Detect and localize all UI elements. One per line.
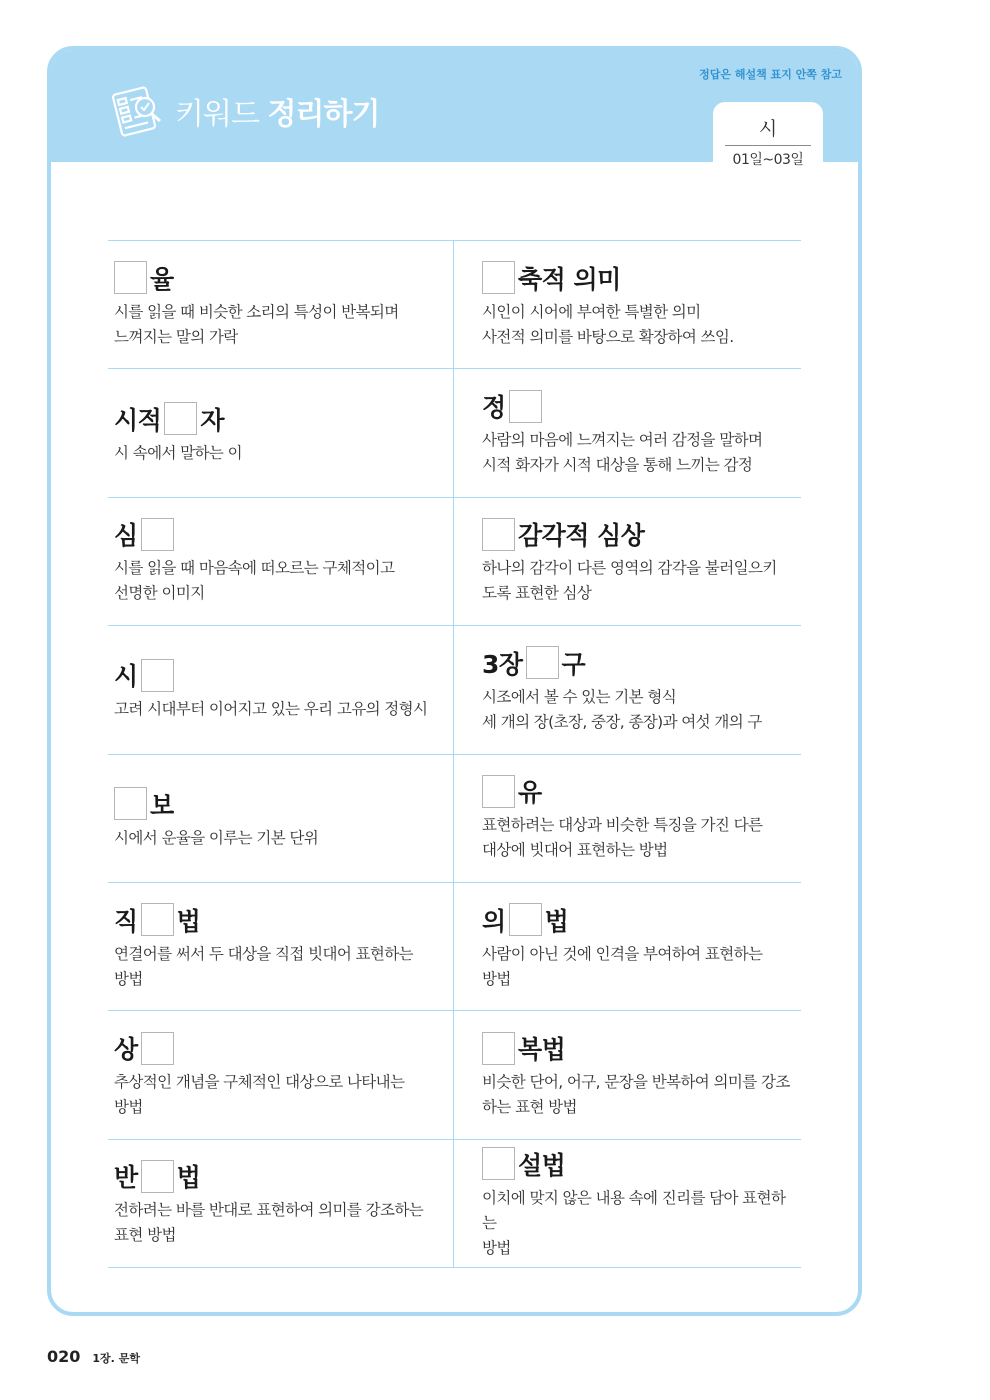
keyword-description: [482, 1070, 795, 1120]
keyword-cell: [454, 1011, 801, 1139]
keyword-cell: [454, 498, 801, 626]
keyword-description: [114, 556, 447, 606]
answer-blank-box[interactable]: [482, 775, 515, 808]
term-prefix: 시: [114, 662, 138, 692]
answer-blank-box[interactable]: [482, 518, 515, 551]
answer-blank-box[interactable]: [509, 390, 542, 423]
keyword-term: [482, 260, 795, 296]
title-light: 키워드: [175, 97, 259, 132]
keyword-cell: [108, 241, 454, 369]
description-line: 세 개의 장(초장, 중장, 종장)과 여섯 개의 구: [482, 712, 762, 731]
description-line: 비슷한 단어, 어구, 문장을 반복하여 의미를 강조: [482, 1073, 790, 1092]
keyword-description: [114, 1198, 447, 1248]
answer-blank-box[interactable]: [141, 1160, 174, 1193]
description-line: 시 속에서 말하는 이: [114, 443, 242, 462]
answer-blank-box[interactable]: [141, 903, 174, 936]
term-prefix: 의: [482, 906, 506, 936]
keyword-term: [114, 786, 447, 822]
term-prefix: 직: [114, 906, 138, 936]
term-suffix: 설법: [518, 1150, 566, 1180]
title-bold: 정리하기: [267, 97, 380, 132]
term-prefix: 반: [114, 1163, 138, 1193]
chapter-label: 1장. 문학: [92, 1352, 140, 1365]
subject-tab: [713, 102, 823, 168]
keyword-term: [114, 401, 447, 437]
description-line: 하나의 감각이 다른 영역의 감각을 불러일으키: [482, 559, 777, 578]
description-line: 선명한 이미지: [114, 584, 205, 603]
keyword-cell: [108, 626, 454, 754]
keyword-term: [482, 516, 795, 552]
title-text: [175, 89, 379, 133]
keyword-description: [114, 942, 447, 992]
term-suffix: 법: [176, 1163, 201, 1193]
term-suffix: 보: [150, 790, 174, 820]
page-title: [105, 80, 379, 142]
keyword-cell: [108, 498, 454, 626]
description-line: 표현 방법: [114, 1226, 176, 1245]
term-suffix: 유: [518, 778, 542, 808]
keyword-term: [114, 902, 447, 938]
term-suffix: 법: [176, 906, 201, 936]
term-prefix: 심: [114, 521, 138, 551]
term-suffix: 구: [561, 649, 586, 679]
term-suffix: 율: [150, 264, 174, 294]
term-suffix: 법: [544, 906, 569, 936]
description-line: 방법: [114, 1098, 143, 1117]
keyword-description: [482, 428, 795, 478]
answer-blank-box[interactable]: [482, 261, 515, 294]
description-line: 이치에 맞지 않은 내용 속에 진리를 담아 표현하는: [482, 1188, 786, 1232]
keyword-term: [482, 773, 795, 809]
keyword-description: [482, 942, 795, 992]
term-suffix: 축적 의미: [518, 264, 621, 294]
term-suffix: 복법: [518, 1035, 566, 1065]
tab-subject: 시: [758, 118, 778, 140]
description-line: 시에서 운율을 이루는 기본 단위: [114, 828, 319, 847]
page-number: 020: [47, 1347, 81, 1366]
keyword-description: [482, 813, 795, 863]
keyword-cell: [108, 1011, 454, 1139]
keyword-term: [482, 1146, 795, 1182]
keyword-term: [482, 645, 795, 681]
keyword-description: [114, 826, 447, 851]
tab-divider: [725, 145, 811, 146]
keyword-cell: [108, 369, 454, 497]
keyword-description: [114, 441, 447, 466]
description-line: 시인이 시어에 부여한 특별한 의미: [482, 302, 701, 321]
term-prefix: 상: [114, 1035, 138, 1065]
description-line: 사전적 의미를 바탕으로 확장하여 쓰임.: [482, 327, 734, 346]
description-line: 전하려는 바를 반대로 표현하여 의미를 강조하는: [114, 1201, 424, 1220]
keyword-description: [482, 556, 795, 606]
description-line: 시를 읽을 때 비슷한 소리의 특성이 반복되며: [114, 302, 399, 321]
description-line: 하는 표현 방법: [482, 1098, 577, 1117]
keyword-description: [114, 300, 447, 350]
description-line: 도록 표현한 심상: [482, 584, 592, 603]
keyword-term: [114, 260, 447, 296]
description-line: 느껴지는 말의 가락: [114, 327, 238, 346]
term-prefix: 정: [482, 393, 506, 423]
description-line: 시조에서 볼 수 있는 기본 형식: [482, 687, 677, 706]
keyword-term: [114, 1158, 447, 1194]
answer-blank-box[interactable]: [114, 787, 147, 820]
answer-blank-box[interactable]: [141, 659, 174, 692]
answer-blank-box[interactable]: [509, 903, 542, 936]
keyword-term: [482, 902, 795, 938]
keyword-notebook-icon: [105, 80, 167, 142]
keyword-cell: [454, 755, 801, 883]
answer-note: 정답은 해설책 표지 안쪽 참고: [699, 68, 842, 81]
keyword-term: [114, 657, 447, 693]
description-line: 고려 시대부터 이어지고 있는 우리 고유의 정형시: [114, 700, 428, 719]
keyword-description: [114, 1070, 447, 1120]
page-footer: [47, 1347, 140, 1366]
term-suffix: 감각적 심상: [518, 521, 645, 551]
answer-blank-box[interactable]: [141, 1032, 174, 1065]
keyword-cell: [454, 626, 801, 754]
keyword-cell: [108, 755, 454, 883]
keyword-term: [114, 1030, 447, 1066]
term-prefix: 3장: [482, 649, 523, 679]
keyword-description: [482, 685, 795, 735]
description-line: 방법: [482, 1238, 511, 1257]
term-suffix: 자: [200, 405, 224, 435]
keyword-description: [114, 697, 447, 722]
answer-blank-box[interactable]: [482, 1147, 515, 1180]
keyword-cell: [454, 883, 801, 1011]
answer-blank-box[interactable]: [526, 646, 559, 679]
description-line: 표현하려는 대상과 비슷한 특징을 가진 다른: [482, 816, 763, 835]
keyword-cell: [108, 883, 454, 1011]
description-line: 시를 읽을 때 마음속에 떠오르는 구체적이고: [114, 559, 395, 578]
answer-blank-box[interactable]: [164, 402, 197, 435]
description-line: 대상에 빗대어 표현하는 방법: [482, 841, 668, 860]
description-line: 연결어를 써서 두 대상을 직접 빗대어 표현하는: [114, 944, 414, 963]
description-line: 추상적인 개념을 구체적인 대상으로 나타내는: [114, 1073, 405, 1092]
description-line: 시적 화자가 시적 대상을 통해 느끼는 감정: [482, 456, 753, 475]
answer-blank-box[interactable]: [482, 1032, 515, 1065]
answer-blank-box[interactable]: [141, 518, 174, 551]
keyword-cell: [454, 1140, 801, 1268]
description-line: 방법: [482, 969, 511, 988]
answer-blank-box[interactable]: [114, 261, 147, 294]
keyword-cell: [454, 241, 801, 369]
keyword-description: [482, 300, 795, 350]
keyword-term: [482, 1030, 795, 1066]
tab-date: 01일~03일: [732, 152, 804, 168]
keyword-description: [482, 1186, 795, 1261]
keyword-cell: [108, 1140, 454, 1268]
keyword-cell: [454, 369, 801, 497]
description-line: 방법: [114, 969, 143, 988]
keyword-term: [482, 388, 795, 424]
keyword-grid: [108, 240, 801, 1267]
keyword-term: [114, 516, 447, 552]
term-prefix: 시적: [114, 405, 162, 435]
description-line: 사람이 아닌 것에 인격을 부여하여 표현하는: [482, 944, 763, 963]
description-line: 사람의 마음에 느껴지는 여러 감정을 말하며: [482, 431, 763, 450]
